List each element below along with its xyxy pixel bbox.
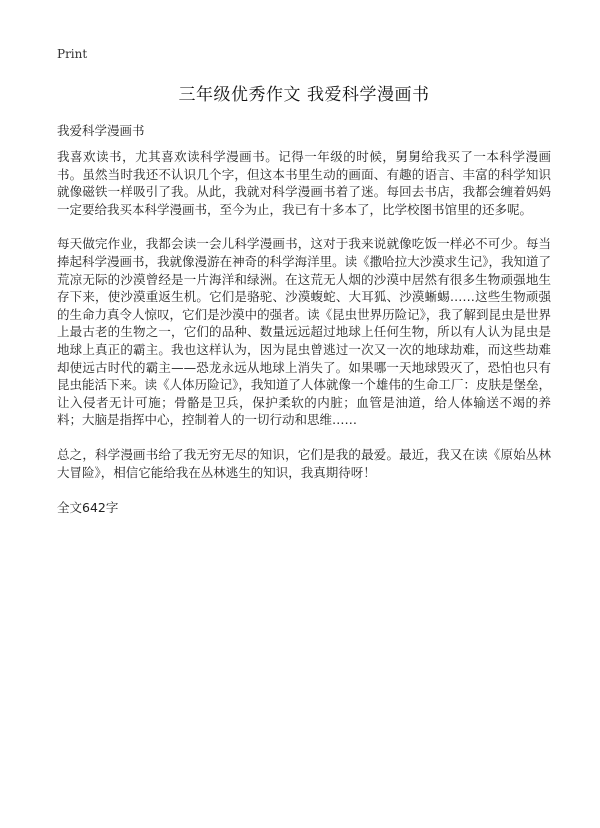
print-link[interactable]: Print xyxy=(57,47,88,61)
paragraph: 每天做完作业，我都会读一会儿科学漫画书，这对于我来说就像吃饭一样必不可少。每当捧起科学漫画书，我就像漫游在神奇的科学海洋里。读《撒哈拉大沙漠求生记》，我知道了荒凉无际的沙漠曾经是一片海洋和绿洲。在这荒无人烟的沙漠中居然有很多生物顽强地生存下来，使沙漠重返生机。它们是骆驼、沙漠蝮蛇、大耳狐、沙漠蜥蜴……这些生物顽强的生命力真令人惊叹，它们是沙漠中的强者。读《昆虫世界历险记》，我了解到昆虫是世界上最古老的生物之一，它们的品种、数量远远超过地球上任何生物，所以有人认为昆虫是地球上真正的霸主。我也这样认为，因为昆虫曾逃过一次又一次的地球劫难，而这些劫难却使远古时代的霸主——恐龙永远从地球上消失了。如果哪一天地球毁灭了，恐怕也只有昆虫能活下来。读《人体历险记》，我知道了人体就像一个雄伟的生命工厂：皮肤是堡垒，让入侵者无计可施；骨骼是卫兵，保护柔软的内脏；血管是油道，给人体输送不竭的养料；大脑是指挥中心，控制着人的一切行动和思维…… xyxy=(57,236,551,428)
article-body xyxy=(57,148,551,498)
article-subtitle: 我爱科学漫画书 xyxy=(57,123,145,138)
word-count: 全文642字 xyxy=(57,500,119,515)
paragraph: 总之，科学漫画书给了我无穷无尽的知识，它们是我的最爱。最近，我又在读《原始丛林大冒险》，相信它能给我在丛林逃生的知识，我真期待呀！ xyxy=(57,446,551,480)
paragraph: 我喜欢读书，尤其喜欢读科学漫画书。记得一年级的时候，舅舅给我买了一本科学漫画书。虽然当时我还不认识几个字，但这本书里生动的画面、有趣的语言、丰富的科学知识就像磁铁一样吸引了我。从此，我就对科学漫画书着了迷。每回去书店，我都会缠着妈妈一定要给我买本科学漫画书，至今为止，我已有十多本了，比学校图书馆里的还多呢。 xyxy=(57,149,551,217)
article-title: 三年级优秀作文 我爱科学漫画书 xyxy=(178,85,430,105)
